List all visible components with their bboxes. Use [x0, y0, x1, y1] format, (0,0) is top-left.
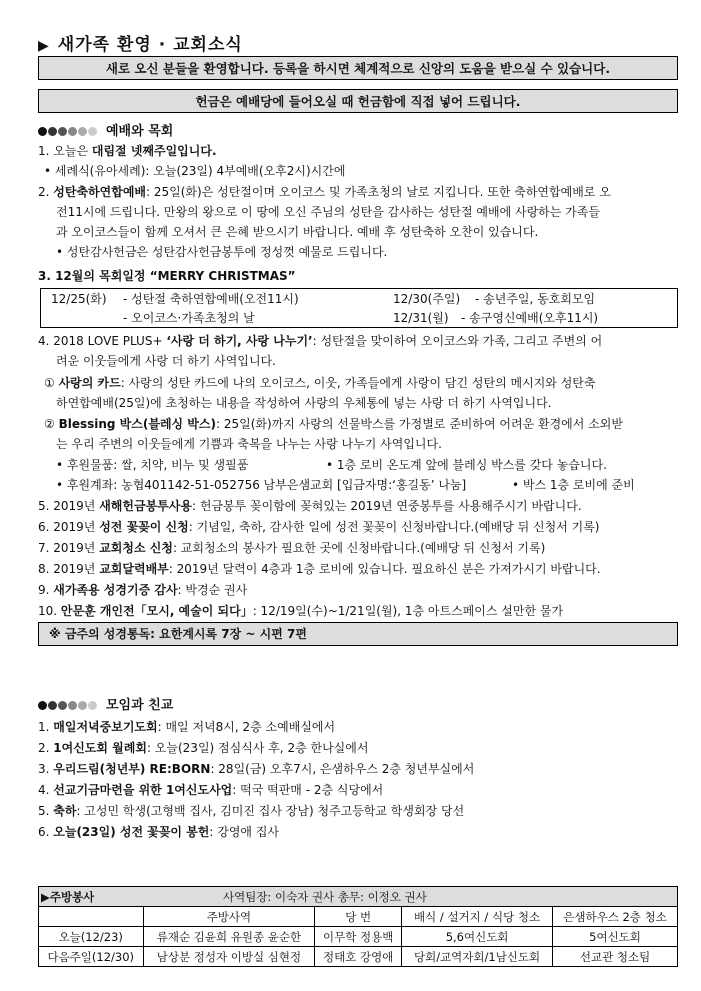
blessing-box-line: ② Blessing 박스(블레싱 박스): 25일(화)까지 사랑의 선물박스를 가정별로 준비하여 어려운 환경에서 소외받	[44, 417, 623, 431]
donation-account: • 후원계좌: 농협401142-51-052756 남부은샘교회 [입금자명:‘홍길동’ 나눔] • 박스 1층 로비에 준비	[56, 478, 635, 492]
worship-item-1-sub: • 세례식(유아세례): 오늘(23일) 4부예배(오후2시)시간에	[44, 164, 346, 178]
schedule-date: 12/25(화)	[51, 292, 107, 306]
table-cell: 선교관 청소팀	[553, 947, 678, 967]
fellowship-item-1: 1. 매일저녁중보기도회: 매일 저녁8시, 2층 소예배실에서	[38, 720, 336, 734]
worship-item-9: 9. 새가족용 성경기증 감사: 박경순 권사	[38, 583, 248, 597]
kitchen-title: ▶주방봉사	[39, 887, 144, 907]
love-card-cont: 하연합예배(25일)에 초청하는 내용을 작성하여 사랑의 우체통에 넣는 사랑 더 하기 사역입니다.	[56, 396, 552, 410]
schedule-event: - 오이코스·가족초청의 날	[123, 311, 255, 325]
fellowship-item-2: 2. 1여신도회 월례회: 오늘(23일) 점심식사 후, 2층 한나실에서	[38, 741, 369, 755]
column-header: 은샘하우스 2층 청소	[553, 907, 678, 927]
table-cell: 당회/교역자회/1남신도회	[402, 947, 553, 967]
worship-item-10: 10. 안문훈 개인전「모시, 예술이 되다」: 12/19일(수)~1/21일(월), 1층 아트스페이스 설만한 물가	[38, 604, 564, 618]
table-cell: 5,6여신도회	[402, 927, 553, 947]
table-row	[39, 887, 678, 907]
kitchen-service-table	[38, 886, 678, 967]
worship-item-7: 7. 2019년 교회청소 신청: 교회청소의 봉사가 필요한 곳에 신청바랍니다.(예배당 뒤 신청서 기록)	[38, 541, 546, 555]
table-row	[39, 947, 678, 967]
love-card-line: ① 사랑의 카드: 사랑의 성탄 카드에 나의 오이코스, 이웃, 가족들에게 사랑이 담긴 성탄의 메시지와 성탄축	[44, 376, 596, 390]
kitchen-leaders: 사역팀장: 이숙자 권사 총무: 이정오 권사	[143, 887, 678, 907]
column-header: 주방사역	[143, 907, 315, 927]
worship-item-8: 8. 2019년 교회달력배부: 2019년 달력이 4층과 1층 로비에 있습니다. 필요하신 분은 가져가시기 바랍니다.	[38, 562, 601, 576]
table-cell: 남상분 정성자 이방실 심현정	[143, 947, 315, 967]
worship-item-2: 2. 성탄축하연합예배: 25일(화)은 성탄절이며 오이코스 및 가족초청의 날로 지킵니다. 또한 축하연합예배로 오	[38, 185, 611, 199]
section-title	[38, 30, 243, 55]
worship-item-2-cont: 과 오이코스들이 함께 오셔서 큰 은혜 받으시기 바랍니다. 예배 후 성탄축하 오찬이 있습니다.	[56, 225, 539, 239]
worship-item-5: 5. 2019년 새해헌금봉투사용: 헌금봉투 꽂이함에 꽂혀있는 2019년 연중봉투를 사용해주시기 바랍니다.	[38, 499, 582, 513]
row-label: 오늘(12/23)	[39, 927, 144, 947]
table-row	[39, 907, 678, 927]
worship-item-1: 1. 오늘은 대림절 넷째주일입니다.	[38, 144, 217, 158]
schedule-event: - 송구영신예배(오후11시)	[461, 311, 599, 325]
worship-heading-text: 예배와 목회	[106, 124, 174, 139]
fellowship-item-3: 3. 우리드림(청년부) RE:BORN: 28일(금) 오후7시, 은샘하우스 2층 청년부실에서	[38, 762, 475, 776]
blessing-box-cont: 는 우리 주변의 이웃들에게 기쁨과 축복을 나누는 사랑 나누기 사역입니다.	[56, 437, 442, 451]
fellowship-heading	[38, 694, 173, 713]
schedule-date: 12/31(월)	[393, 311, 449, 325]
schedule-box	[40, 288, 678, 328]
worship-item-2-sub: • 성탄감사헌금은 성탄감사헌금봉투에 정성껏 예물로 드립니다.	[56, 245, 388, 259]
table-cell	[39, 907, 144, 927]
schedule-event: - 송년주일, 동호회모임	[475, 292, 596, 306]
bible-reading-box: ※ 금주의 성경통독: 요한계시록 7장 ~ 시편 7편	[38, 622, 678, 646]
column-header: 배식 / 설거지 / 식당 청소	[402, 907, 553, 927]
worship-item-4-cont: 려운 이웃들에게 사랑 더 하기 사역입니다.	[56, 354, 276, 368]
section-title-text: 새가족 환영 · 교회소식	[57, 35, 243, 55]
worship-heading	[38, 120, 173, 139]
table-cell: 류재순 김윤희 유원종 윤순한	[143, 927, 315, 947]
worship-item-3: 3. 12월의 목회일정 “MERRY CHRISTMAS”	[38, 269, 296, 283]
donation-items: • 후원물품: 쌀, 치약, 비누 및 생필품 • 1층 로비 온도계 앞에 블레싱 박스를 갖다 놓습니다.	[56, 458, 607, 472]
fellowship-item-6: 6. 오늘(23일) 성전 꽃꽂이 봉헌: 강영애 집사	[38, 825, 280, 839]
schedule-date: 12/30(주일)	[393, 292, 461, 306]
offering-box: 헌금은 예배당에 들어오실 때 헌금함에 직접 넣어 드립니다.	[38, 89, 678, 113]
table-row	[39, 927, 678, 947]
dots-icon	[38, 124, 98, 139]
table-cell: 5여신도회	[553, 927, 678, 947]
fellowship-heading-text: 모임과 친교	[106, 698, 174, 713]
dots-icon	[38, 698, 98, 713]
fellowship-item-5: 5. 축하: 고성민 학생(고형백 집사, 김미진 집사 장남) 청주고등학교 학생회장 당선	[38, 804, 465, 818]
worship-item-6: 6. 2019년 성전 꽃꽂이 신청: 기념일, 축하, 감사한 일에 성전 꽃꽂이 신청바랍니다.(예배당 뒤 신청서 기록)	[38, 520, 600, 534]
schedule-event: - 성탄절 축하연합예배(오전11시)	[123, 292, 299, 306]
column-header: 당 번	[315, 907, 402, 927]
table-cell: 정태호 강영애	[315, 947, 402, 967]
table-cell: 이무학 정용백	[315, 927, 402, 947]
worship-item-2-cont: 전11시에 드립니다. 만왕의 왕으로 이 땅에 오신 주님의 성탄을 감사하는 성탄절 예배에 사랑하는 가족들	[56, 205, 600, 219]
row-label: 다음주일(12/30)	[39, 947, 144, 967]
fellowship-item-4: 4. 선교기금마련을 위한 1여신도사업: 떡국 떡판매 - 2층 식당에서	[38, 783, 384, 797]
worship-item-4: 4. 2018 LOVE PLUS+ ‘사랑 더 하기, 사랑 나누기’: 성탄절을 맞이하여 오이코스와 가족, 그리고 주변의 어	[38, 334, 603, 348]
welcome-box: 새로 오신 분들을 환영합니다. 등록을 하시면 체계적으로 신앙의 도움을 받으실 수 있습니다.	[38, 56, 678, 80]
triangle-icon: ▶	[38, 38, 50, 54]
